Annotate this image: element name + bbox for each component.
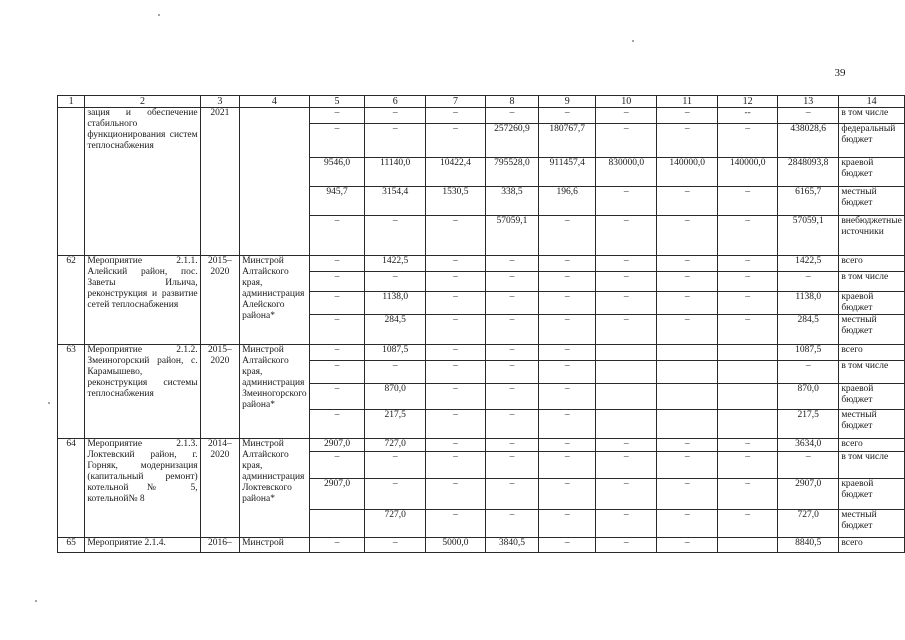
value-cell: –	[485, 452, 538, 479]
value-cell: –	[718, 452, 778, 479]
funding-source-cell: всего	[839, 345, 905, 361]
value-cell: –	[718, 439, 778, 452]
value-cell: 1422,5	[365, 256, 426, 272]
value-cell: –	[596, 538, 657, 553]
value-cell: 2907,0	[309, 479, 365, 510]
value-cell: –	[426, 361, 486, 384]
description-cell: Мероприятие 2.1.1. Алейский район, пос. Заветы Ильича, реконструкция и развитие сетей теплоснабжения	[85, 256, 200, 345]
value-cell: –	[485, 345, 538, 361]
value-cell: 1087,5	[778, 345, 839, 361]
header-cell: 2	[85, 96, 200, 108]
table-header-row	[58, 96, 905, 108]
scan-speck	[35, 600, 37, 602]
value-cell: –	[426, 256, 486, 272]
value-cell: –	[657, 510, 718, 538]
value-cell: 2848093,8	[778, 158, 839, 187]
header-cell: 5	[309, 96, 365, 108]
value-cell: –	[657, 439, 718, 452]
value-cell: –	[539, 510, 596, 538]
value-cell: –	[596, 479, 657, 510]
value-cell: –	[596, 452, 657, 479]
value-cell	[718, 538, 778, 553]
value-cell: 6165,7	[778, 187, 839, 216]
value-cell: 180767,7	[539, 124, 596, 158]
value-cell: –	[539, 479, 596, 510]
value-cell: –	[657, 292, 718, 315]
value-cell: 1138,0	[778, 292, 839, 315]
value-cell: 727,0	[365, 510, 426, 538]
value-cell: 196,6	[539, 187, 596, 216]
funding-source-cell: всего	[839, 256, 905, 272]
value-cell: 438028,6	[778, 124, 839, 158]
value-cell	[596, 410, 657, 439]
executor-cell: Минстрой Алтайского края, администрация Змеиногорского района*	[240, 345, 310, 439]
value-cell: –	[596, 108, 657, 124]
value-cell: 2907,0	[778, 479, 839, 510]
value-cell: –	[309, 124, 365, 158]
value-cell: --	[718, 108, 778, 124]
value-cell: 870,0	[778, 384, 839, 410]
value-cell: –	[778, 361, 839, 384]
value-cell: –	[426, 439, 486, 452]
funding-source-cell: местный бюджет	[839, 410, 905, 439]
value-cell	[718, 361, 778, 384]
value-cell: 11140,0	[365, 158, 426, 187]
value-cell: –	[718, 272, 778, 292]
value-cell: 3634,0	[778, 439, 839, 452]
value-cell: –	[596, 124, 657, 158]
value-cell: –	[718, 292, 778, 315]
value-cell: –	[657, 272, 718, 292]
value-cell: –	[657, 124, 718, 158]
value-cell: –	[485, 315, 538, 345]
value-cell: 795528,0	[485, 158, 538, 187]
value-cell: –	[426, 216, 486, 256]
description-cell: Мероприятие 2.1.2. Змеиногорский район, с. Карамышево, реконструкция системы теплоснабжения	[85, 345, 200, 439]
value-cell	[718, 345, 778, 361]
years-cell: 2015–2020	[200, 256, 239, 345]
value-cell: –	[485, 410, 538, 439]
value-cell: 10422,4	[426, 158, 486, 187]
value-cell	[657, 410, 718, 439]
value-cell	[657, 345, 718, 361]
funding-source-cell: всего	[839, 538, 905, 553]
value-cell	[657, 361, 718, 384]
row-number-cell: 65	[58, 538, 85, 553]
header-cell: 12	[718, 96, 778, 108]
table-row	[58, 538, 905, 553]
value-cell: –	[309, 384, 365, 410]
value-cell: –	[596, 272, 657, 292]
years-cell: 2014–2020	[200, 439, 239, 538]
funding-source-cell: местный бюджет	[839, 187, 905, 216]
header-cell: 3	[200, 96, 239, 108]
value-cell: 1087,5	[365, 345, 426, 361]
row-number-cell: 64	[58, 439, 85, 538]
row-number-cell: 63	[58, 345, 85, 439]
value-cell: 945,7	[309, 187, 365, 216]
value-cell: –	[309, 361, 365, 384]
funding-source-cell: краевой бюджет	[839, 479, 905, 510]
value-cell: –	[657, 108, 718, 124]
value-cell: 140000,0	[718, 158, 778, 187]
value-cell: –	[485, 479, 538, 510]
value-cell: –	[539, 108, 596, 124]
header-cell: 7	[426, 96, 486, 108]
value-cell: –	[485, 384, 538, 410]
value-cell: –	[596, 292, 657, 315]
value-cell: –	[426, 410, 486, 439]
value-cell: 1530,5	[426, 187, 486, 216]
value-cell: –	[309, 292, 365, 315]
value-cell: –	[485, 439, 538, 452]
value-cell: –	[309, 452, 365, 479]
scan-speck	[158, 14, 160, 16]
value-cell: 338,5	[485, 187, 538, 216]
value-cell: –	[657, 187, 718, 216]
table-row	[58, 256, 905, 272]
funding-source-cell: в том числе	[839, 108, 905, 124]
value-cell: –	[485, 272, 538, 292]
header-cell: 4	[240, 96, 310, 108]
value-cell: –	[596, 187, 657, 216]
value-cell: –	[426, 315, 486, 345]
header-cell: 1	[58, 96, 85, 108]
value-cell: –	[309, 345, 365, 361]
table-row	[58, 439, 905, 452]
value-cell: –	[426, 272, 486, 292]
value-cell: –	[539, 256, 596, 272]
executor-cell: Минстрой Алтайского края, администрация Алейского района*	[240, 256, 310, 345]
value-cell: –	[539, 292, 596, 315]
value-cell: 911457,4	[539, 158, 596, 187]
value-cell	[657, 384, 718, 410]
value-cell: –	[657, 216, 718, 256]
funding-source-cell: всего	[839, 439, 905, 452]
value-cell: –	[426, 108, 486, 124]
value-cell: –	[539, 315, 596, 345]
value-cell: –	[485, 292, 538, 315]
executor-cell	[240, 108, 310, 256]
value-cell: –	[539, 452, 596, 479]
value-cell: 217,5	[365, 410, 426, 439]
years-cell: 2015–2020	[200, 345, 239, 439]
value-cell: –	[657, 315, 718, 345]
page-number: 39	[834, 67, 846, 79]
value-cell: –	[718, 216, 778, 256]
value-cell: –	[309, 315, 365, 345]
funding-source-cell: краевой бюджет	[839, 384, 905, 410]
value-cell: –	[426, 292, 486, 315]
scan-speck	[632, 40, 634, 42]
funding-source-cell: в том числе	[839, 272, 905, 292]
value-cell: –	[426, 345, 486, 361]
value-cell: –	[539, 410, 596, 439]
value-cell: –	[309, 108, 365, 124]
value-cell: 830000,0	[596, 158, 657, 187]
executor-cell: Минстрой Алтайского края, администрация Локтевского района*	[240, 439, 310, 538]
years-cell: 2016–	[200, 538, 239, 553]
header-cell: 8	[485, 96, 538, 108]
value-cell: –	[485, 256, 538, 272]
value-cell: –	[365, 216, 426, 256]
value-cell: 5000,0	[426, 538, 486, 553]
years-cell: 2021	[200, 108, 239, 256]
value-cell: –	[485, 510, 538, 538]
value-cell: 870,0	[365, 384, 426, 410]
value-cell: –	[539, 538, 596, 553]
value-cell: –	[657, 256, 718, 272]
funding-source-cell: в том числе	[839, 361, 905, 384]
value-cell: –	[718, 124, 778, 158]
value-cell: –	[778, 108, 839, 124]
header-cell: 6	[365, 96, 426, 108]
value-cell: –	[657, 452, 718, 479]
value-cell: –	[539, 272, 596, 292]
value-cell: –	[778, 272, 839, 292]
value-cell: –	[539, 216, 596, 256]
header-cell: 10	[596, 96, 657, 108]
funding-source-cell: краевой бюджет	[839, 158, 905, 187]
value-cell: –	[309, 538, 365, 553]
value-cell: 57059,1	[778, 216, 839, 256]
value-cell: 727,0	[365, 439, 426, 452]
value-cell: –	[718, 510, 778, 538]
value-cell: 9546,0	[309, 158, 365, 187]
value-cell: –	[539, 345, 596, 361]
value-cell: –	[309, 216, 365, 256]
value-cell: –	[596, 256, 657, 272]
value-cell: 1138,0	[365, 292, 426, 315]
value-cell: –	[596, 510, 657, 538]
header-cell: 14	[839, 96, 905, 108]
value-cell: –	[596, 216, 657, 256]
value-cell	[596, 361, 657, 384]
funding-source-cell: местный бюджет	[839, 510, 905, 538]
value-cell: 217,5	[778, 410, 839, 439]
value-cell: –	[365, 452, 426, 479]
funding-source-cell: местный бюджет	[839, 315, 905, 345]
value-cell: 257260,9	[485, 124, 538, 158]
value-cell: –	[657, 479, 718, 510]
value-cell: 284,5	[778, 315, 839, 345]
value-cell: 3840,5	[485, 538, 538, 553]
value-cell: –	[309, 410, 365, 439]
table-row	[58, 345, 905, 361]
header-cell: 9	[539, 96, 596, 108]
value-cell: –	[778, 452, 839, 479]
value-cell: –	[539, 439, 596, 452]
value-cell: –	[365, 361, 426, 384]
value-cell: –	[426, 510, 486, 538]
value-cell: –	[718, 256, 778, 272]
value-cell: –	[485, 108, 538, 124]
executor-cell: Минстрой	[240, 538, 310, 553]
value-cell: –	[365, 538, 426, 553]
budget-table	[57, 95, 905, 553]
value-cell: 8840,5	[778, 538, 839, 553]
value-cell: –	[426, 384, 486, 410]
header-cell: 13	[778, 96, 839, 108]
value-cell: –	[426, 452, 486, 479]
value-cell: –	[365, 108, 426, 124]
value-cell: –	[718, 479, 778, 510]
description-cell: Мероприятие 2.1.3. Локтевский район, г. Горняк, модернизация (капитальный ремонт) котельной № 5, котельной№ 8	[85, 439, 200, 538]
value-cell: –	[718, 315, 778, 345]
value-cell: 2907,0	[309, 439, 365, 452]
value-cell	[309, 510, 365, 538]
description-cell: Мероприятие 2.1.4.	[85, 538, 200, 553]
value-cell: –	[365, 272, 426, 292]
table-row	[58, 108, 905, 124]
value-cell: –	[365, 479, 426, 510]
value-cell: 1422,5	[778, 256, 839, 272]
value-cell: –	[718, 187, 778, 216]
value-cell: –	[539, 361, 596, 384]
value-cell: 3154,4	[365, 187, 426, 216]
value-cell: –	[596, 315, 657, 345]
value-cell	[718, 384, 778, 410]
funding-source-cell: в том числе	[839, 452, 905, 479]
value-cell: –	[596, 439, 657, 452]
value-cell	[596, 384, 657, 410]
funding-source-cell: краевой бюджет	[839, 292, 905, 315]
value-cell: –	[309, 256, 365, 272]
value-cell	[718, 410, 778, 439]
description-cell: зация и обеспечение стабильного функционирования систем теплоснабжения	[85, 108, 200, 256]
value-cell: –	[426, 479, 486, 510]
value-cell: 727,0	[778, 510, 839, 538]
scan-speck	[48, 402, 50, 404]
header-cell: 11	[657, 96, 718, 108]
value-cell: 284,5	[365, 315, 426, 345]
row-number-cell: 62	[58, 256, 85, 345]
funding-source-cell: внебюджетные источники	[839, 216, 905, 256]
row-number-cell	[58, 108, 85, 256]
value-cell: 140000,0	[657, 158, 718, 187]
value-cell: –	[365, 124, 426, 158]
value-cell: –	[657, 538, 718, 553]
value-cell	[596, 345, 657, 361]
funding-source-cell: федеральный бюджет	[839, 124, 905, 158]
value-cell: 57059,1	[485, 216, 538, 256]
value-cell: –	[485, 361, 538, 384]
value-cell: –	[539, 384, 596, 410]
value-cell: –	[426, 124, 486, 158]
value-cell: –	[309, 272, 365, 292]
